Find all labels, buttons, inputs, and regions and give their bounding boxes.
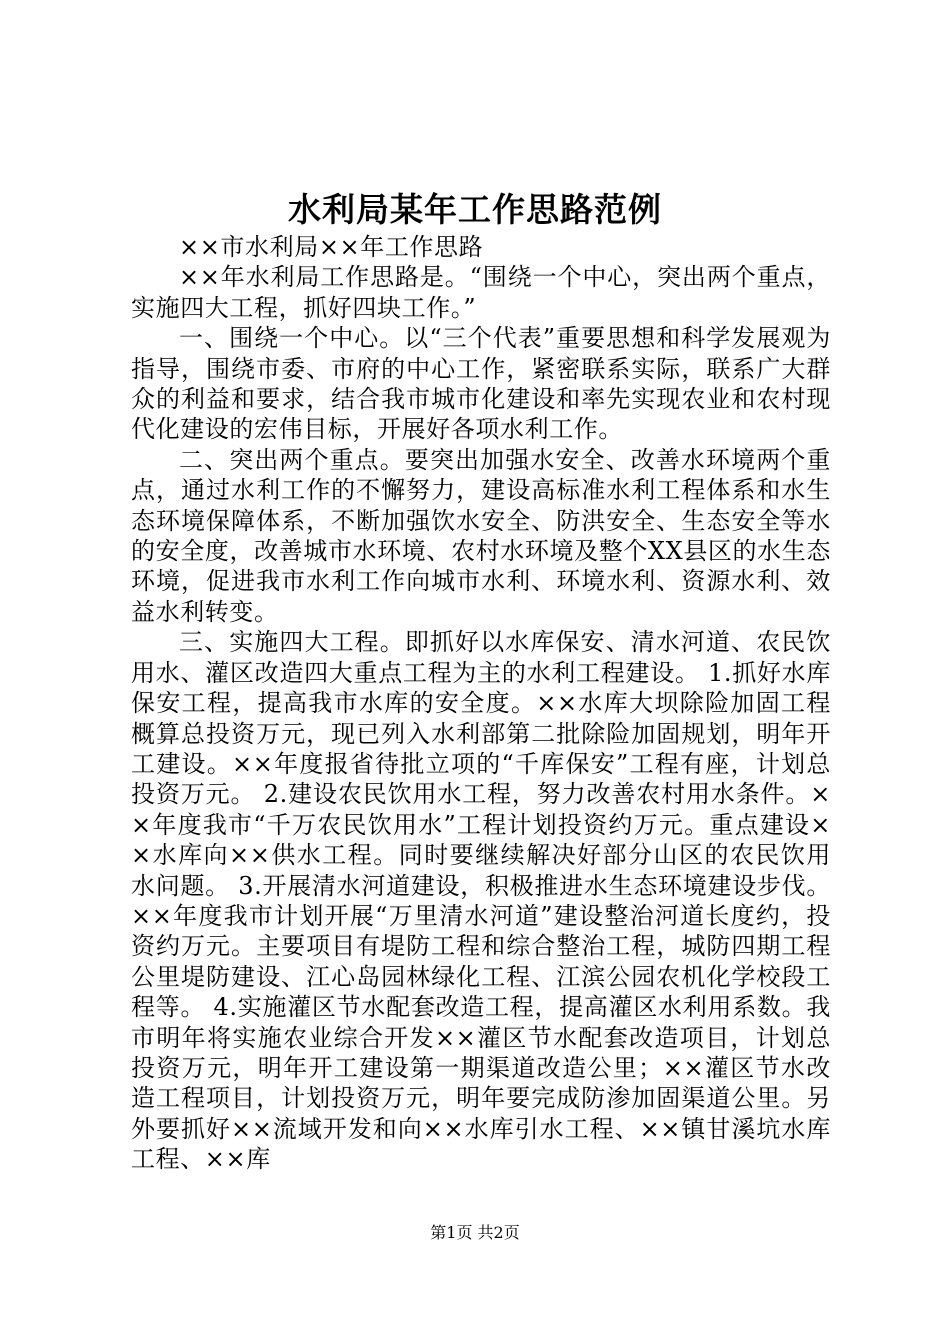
page-number: 第1页 共2页 xyxy=(430,1223,520,1242)
paragraph-summary: ××年水利局工作思路是。“围绕一个中心，突出两个重点，实施四大工程，抓好四块工作。” xyxy=(131,263,831,322)
paragraph-heading: ××市水利局××年工作思路 xyxy=(179,233,484,261)
paragraph-section-one: 一、围绕一个中心。以“三个代表”重要思想和科学发展观为指导，围绕市委、市府的中心工作，紧密联系实际，联系广大群众的利益和要求，结合我市城市化建设和率先实现农业和农村现代化建设的宏伟目标，开展好各项水利工作。 xyxy=(131,324,831,444)
paragraph-section-three: 三、实施四大工程。即抓好以水库保安、清水河道、农民饮用水、灌区改造四大重点工程为主的水利工程建设。 1.抓好水库保安工程，提高我市水库的安全度。××水库大坝除险加固工程概算总投资万元，现已列入水利部第二批除险加固规划，明年开工建设。××年度报省待批立项的“千库保安”工程有座，计划总投资万元。 2.建设农民饮用水工程，努力改善农村用水条件。××年度我市“千万农民饮用水”工程计划投资约万元。重点建设××水库向××供水工程。同时要继续解决好部分山区的农民饮用水问题。 3.开展清水河道建设，积极推进水生态环境建设步伐。××年度我市计划开展“万里清水河道”建设整治河道长度约，投资约万元。主要项目有堤防工程和综合整治工程，城防四期工程公里堤防建设、江心岛园林绿化工程、江滨公园农机化学校段工程等。 4.实施灌区节水配套改造工程，提高灌区水利用系数。我市明年将实施农业综合开发××灌区节水配套改造项目，计划总投资万元，明年开工建设第一期渠道改造公里；××灌区节水改造工程项目，计划投资万元，明年要完成防渗加固渠道公里。另外要抓好××流域开发和向××水库引水工程、××镇甘溪坑水库工程、××库 xyxy=(131,628,831,1174)
document-body xyxy=(131,232,831,1175)
document-title: 水利局某年工作思路范例 xyxy=(288,190,662,229)
paragraph-section-two: 二、突出两个重点。要突出加强水安全、改善水环境两个重点，通过水利工作的不懈努力，建设高标准水利工程体系和水生态环境保障体系，不断加强饮水安全、防洪安全、生态安全等水的安全度，改善城市水环境、农村水环境及整个XX县区的水生态环境，促进我市水利工作向城市水利、环境水利、资源水利、效益水利转变。 xyxy=(131,445,831,626)
